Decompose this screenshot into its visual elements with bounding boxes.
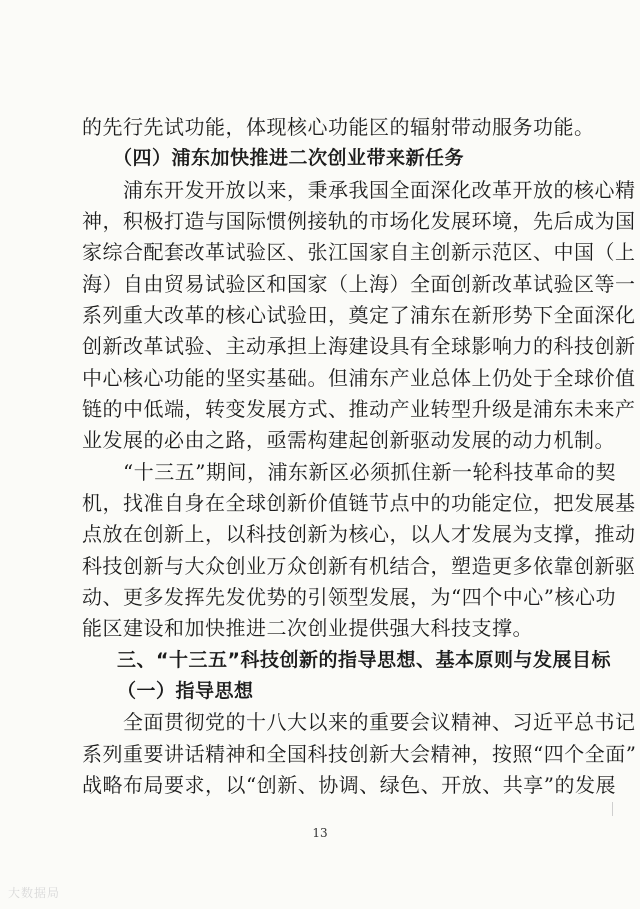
- paragraph-first-line: 全面贯彻党的十八大以来的重要会议精神、习近平总书记: [123, 710, 636, 734]
- paragraph-first-line: 浦东开发开放以来，秉承我国全面深化改革开放的核心精: [123, 178, 636, 202]
- text-line: 能区建设和加快推进二次创业提供强大科技支撑。: [82, 616, 533, 640]
- text-line: 中心核心功能的坚实基础。但浦东产业总体上仍处于全球价值: [82, 366, 636, 390]
- text-line: 链的中低端，转变发展方式、推动产业转型升级是浦东未来产: [82, 397, 636, 421]
- paragraph-first-line: “十三五”期间，浦东新区必须抓住新一轮科技革命的契: [123, 460, 616, 484]
- text-line: 动、更多发挥先发优势的引领型发展，为“四个中心”核心功: [82, 585, 616, 609]
- text-line: 海）自由贸易试验区和国家（上海）全面创新改革试验区等一: [82, 272, 636, 296]
- chapter-heading: 三、“十三五”科技创新的指导思想、基本原则与发展目标: [117, 649, 611, 671]
- text-line: 神，积极打造与国际惯例接轨的市场化发展环境，先后成为国: [82, 209, 636, 233]
- text-line: 系列重要讲话精神和全国科技创新大会精神，按照“四个全面”: [82, 742, 637, 766]
- text-line: 家综合配套改革试验区、张江国家自主创新示范区、中国（上: [82, 240, 636, 264]
- text-line: 机，找准自身在全球创新价值链节点中的功能定位，把发展基: [82, 491, 636, 515]
- text-line: 战略布局要求，以“创新、协调、绿色、开放、共享”的发展: [82, 773, 616, 797]
- text-line: 系列重大改革的核心试验田，奠定了浦东在新形势下全面深化: [82, 303, 636, 327]
- text-line: 点放在创新上，以科技创新为核心，以人才发展为支撑，推动: [82, 522, 636, 546]
- section-heading: （四）浦东加快推进二次创业带来新任务: [113, 147, 465, 169]
- text-line: 创新改革试验、主动承担上海建设具有全球影响力的科技创新: [82, 334, 636, 358]
- subsection-heading: （一）指导思想: [117, 680, 254, 702]
- watermark: 大数据局: [8, 886, 61, 900]
- text-line: 科技创新与大众创业万众创新有机结合，塑造更多依靠创新驱: [82, 554, 636, 578]
- text-line: 的先行先试功能，体现核心功能区的辐射带动服务功能。: [82, 115, 595, 139]
- page-number: 13: [312, 826, 328, 840]
- margin-mark: [612, 802, 613, 816]
- text-line: 业发展的必由之路，亟需构建起创新驱动发展的动力机制。: [82, 428, 615, 452]
